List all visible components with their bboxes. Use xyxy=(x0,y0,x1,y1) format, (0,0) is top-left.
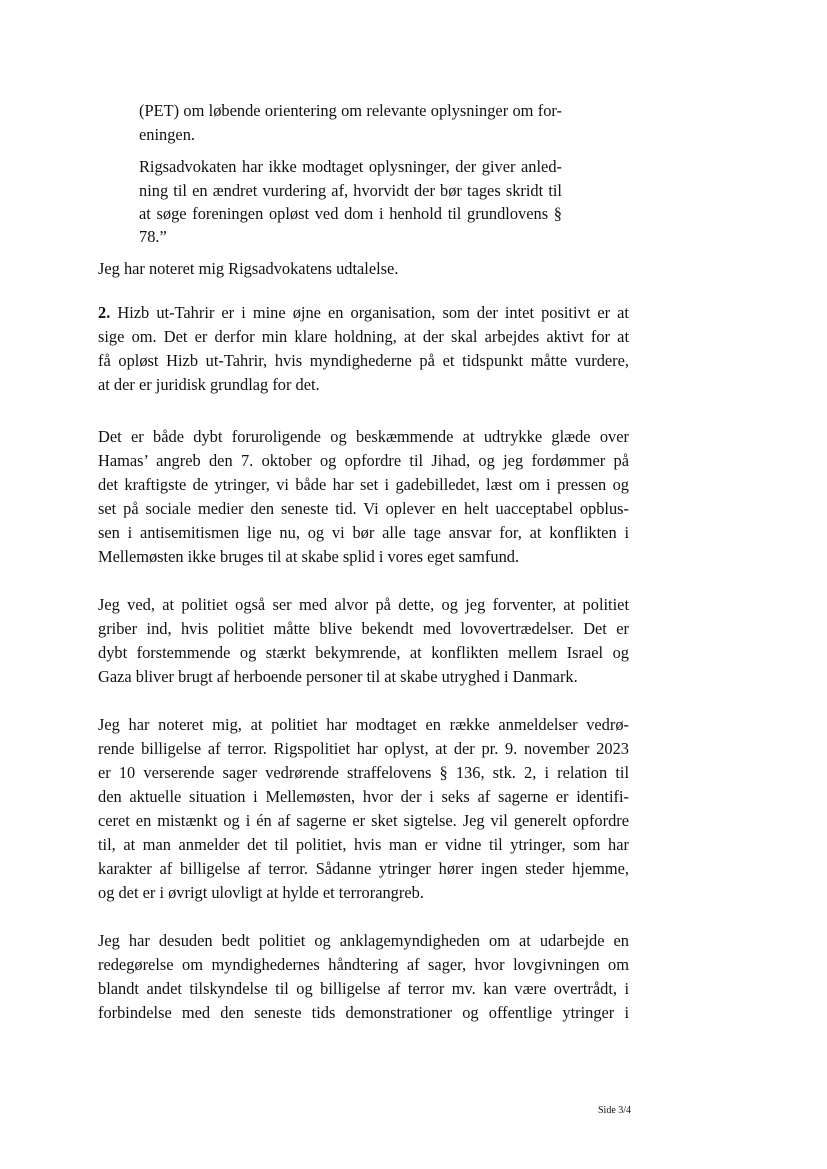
body-line: Hamas’ angreb den 7. oktober og opfordre til Jihad, og jeg fordømmer på xyxy=(98,451,629,470)
body-line: Gaza bliver brugt af herboende personer til at skabe utryghed i Danmark. xyxy=(98,667,578,686)
quote-line: (PET) om løbende orientering om relevante oplysninger om for- xyxy=(139,101,562,120)
body-line: set på sociale medier den seneste tid. Vi oplever en helt uacceptabel opblus- xyxy=(98,499,629,518)
body-line: det kraftigste de ytringer, vi både har set i gadebilledet, læst om i pressen og xyxy=(98,475,629,494)
body-line: er 10 verserende sager vedrørende straffelovens § 136, stk. 2, i relation til xyxy=(98,763,629,782)
body-line: blandt andet tilskyndelse til og billigelse af terror mv. kan være overtrådt, i xyxy=(98,979,629,998)
body-line: Jeg ved, at politiet også ser med alvor på dette, og jeg forventer, at politiet xyxy=(98,595,629,614)
body-line: forbindelse med den seneste tids demonstrationer og offentlige ytringer i xyxy=(98,1003,629,1022)
body-line: og det er i øvrigt ulovligt at hylde et terrorangreb. xyxy=(98,883,424,902)
page-number: Side 3/4 xyxy=(598,1105,632,1116)
body-line: til, at man anmelder det til politiet, hvis man er vidne til ytringer, som har xyxy=(98,835,629,854)
body-line: få opløst Hizb ut-Tahrir, hvis myndighederne på et tidspunkt måtte vurdere, xyxy=(98,351,629,370)
body-line: rende billigelse af terror. Rigspolitiet har oplyst, at der pr. 9. november 2023 xyxy=(98,739,629,758)
body-line: at der er juridisk grundlag for det. xyxy=(98,375,320,394)
body-line: redegørelse om myndighedernes håndtering af sager, hvor lovgivningen om xyxy=(98,955,629,974)
quote-line: 78.” xyxy=(139,227,167,246)
body-line: Jeg har noteret mig, at politiet har modtaget en række anmeldelser vedrø- xyxy=(98,715,629,734)
body-line: Det er både dybt foruroligende og beskæmmende at udtrykke glæde over xyxy=(98,427,629,446)
body-line: den aktuelle situation i Mellemøsten, hvor der i seks af sagerne er identifi- xyxy=(98,787,629,806)
body-line: karakter af billigelse af terror. Sådanne ytringer hører ingen steder hjemme, xyxy=(98,859,629,878)
body-line: sen i antisemitismen lige nu, og vi bør alle tage ansvar for, at konflikten i xyxy=(98,523,629,542)
quote-line: at søge foreningen opløst ved dom i henhold til grundlovens § xyxy=(139,204,562,223)
section-2-first-line xyxy=(98,301,629,325)
quote-line: eningen. xyxy=(139,125,195,144)
section-number: 2. xyxy=(98,303,111,322)
body-line: ceret en mistænkt og i én af sagerne er sket sigtelse. Jeg vil generelt opfordre xyxy=(98,811,629,830)
body-line: dybt forstemmende og stærkt bekymrende, at konflikten mellem Israel og xyxy=(98,643,629,662)
body-line: sige om. Det er derfor min klare holdning, at der skal arbejdes aktivt for at xyxy=(98,327,629,346)
body-line: Mellemøsten ikke bruges til at skabe splid i vores eget samfund. xyxy=(98,547,520,566)
quote-line: Rigsadvokaten har ikke modtaget oplysninger, der giver anled- xyxy=(139,157,562,176)
section-2-first-line-text: Hizb ut-Tahrir er i mine øjne en organisation, som der intet positivt er at xyxy=(110,303,629,322)
note-line: Jeg har noteret mig Rigsadvokatens udtalelse. xyxy=(98,259,399,278)
body-line: griber ind, hvis politiet måtte blive bekendt med lovovertrædelser. Det er xyxy=(98,619,629,638)
quote-line: ning til en ændret vurdering af, hvorvidt der bør tages skridt til xyxy=(139,181,562,200)
body-line: Jeg har desuden bedt politiet og anklagemyndigheden om at udarbejde en xyxy=(98,931,629,950)
